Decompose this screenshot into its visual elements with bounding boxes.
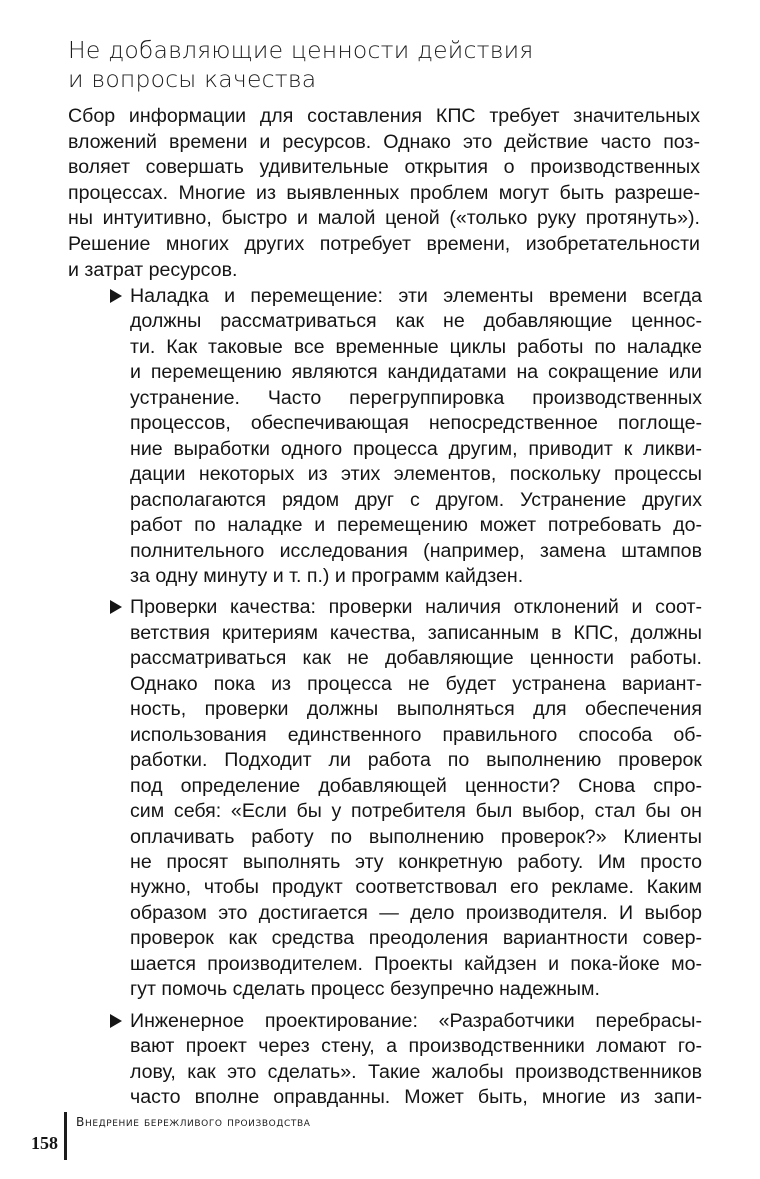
intro-line: и затрат ресурсов. — [68, 258, 238, 281]
bullet-line: под определение добавляющей ценности? Снова спро- — [130, 774, 702, 797]
bullet-line: полнительного исследования (например, замена штампов — [130, 539, 702, 562]
bullet-line: шается производителем. Проекты кайдзен и пока-йоке мо- — [130, 952, 702, 975]
section-heading — [68, 36, 708, 94]
bullet-line: лову, как это сделать». Такие жалобы производственников — [130, 1060, 702, 1083]
bullet-line: нужно, чтобы продукт соответствовал его рекламе. Каким — [130, 876, 702, 899]
intro-paragraph — [68, 104, 700, 283]
bullet-line: работки. Подходит ли работа по выполнению проверок — [130, 749, 702, 772]
bullet-line: использования единственного правильного способа об- — [130, 723, 702, 746]
footer-divider — [64, 1112, 67, 1160]
intro-line: процессах. Многие из выявленных проблем могут быть разреше- — [68, 181, 700, 204]
bullet-line: ти. Как таковые все временные циклы работы по наладке — [130, 335, 702, 358]
bullet-triangle-icon — [110, 1014, 122, 1028]
bullet-line: сим себя: «Если бы у потребителя был выбор, стал бы он — [130, 800, 702, 823]
bullet-item-quality-checks — [110, 595, 702, 1002]
bullet-line: Наладка и перемещение: эти элементы времени всегда — [130, 285, 702, 307]
bullet-line: вают проект через стену, а производственники ломают го- — [130, 1035, 702, 1058]
intro-line: Сбор информации для составления КПС требует значительных — [68, 105, 700, 127]
bullet-line: процессов, обеспечивающая непосредственное поглоще- — [130, 412, 702, 435]
bullet-line: гут помочь сделать процесс безупречно надежным. — [130, 978, 600, 1001]
bullet-line: проверок как средства преодоления вариантности совер- — [130, 927, 702, 950]
bullet-item-engineering-design — [110, 1009, 702, 1111]
bullet-line: рассматриваться как не добавляющие ценности работы. — [130, 647, 702, 670]
bullet-triangle-icon — [110, 600, 122, 614]
page-number: 158 — [31, 1133, 58, 1153]
bullet-line: ность, проверки должны выполняться для обеспечения — [130, 698, 702, 721]
bullet-line: Проверки качества: проверки наличия отклонений и соот- — [130, 596, 702, 619]
bullet-list — [110, 284, 702, 1117]
intro-line: воляет совершать удивительные открытия о производственных — [68, 156, 700, 179]
bullet-line: устранение. Часто перегруппировка производственных — [130, 386, 702, 409]
bullet-line: работ по наладке и перемещению может потребовать до- — [130, 514, 702, 537]
bullet-line: должны рассматриваться как не добавляющие ценнос- — [130, 310, 702, 333]
bullet-line: образом это достигается — дело производителя. И выбор — [130, 901, 702, 924]
bullet-line: ние выработки одного процесса другим, приводит к ликви- — [130, 437, 702, 460]
bullet-line: за одну минуту и т. п.) и программ кайдзен. — [130, 564, 524, 587]
intro-line: Решение многих других потребует времени, изобретательности — [68, 232, 700, 255]
bullet-line: часто вполне оправданны. Может быть, многие из запи- — [130, 1086, 702, 1109]
bullet-line: дации некоторых из этих элементов, поскольку процессы — [130, 463, 702, 486]
bullet-line: не просят выполнять эту конкретную работу. Им просто — [130, 850, 702, 873]
heading-line-2: и вопросы качества — [68, 65, 317, 93]
running-head: Внедрение бережливого производства — [76, 1115, 311, 1129]
bullet-line: ветствия критериям качества, записанным в КПС, должны — [130, 621, 702, 644]
bullet-line: оплачивать работу по выполнению проверок?» Клиенты — [130, 825, 702, 848]
intro-line: ны интуитивно, быстро и малой ценой («только руку протянуть»). — [68, 207, 700, 230]
heading-line-1: Не добавляющие ценности действия — [68, 36, 534, 64]
bullet-line: и перемещению являются кандидатами на сокращение или — [130, 361, 702, 384]
bullet-line: располагаются рядом друг с другом. Устранение других — [130, 488, 702, 511]
intro-line: вложений времени и ресурсов. Однако это действие часто поз- — [68, 130, 700, 153]
bullet-line: Инженерное проектирование: «Разработчики перебрасы- — [130, 1009, 702, 1032]
bullet-item-setup-and-transport — [110, 284, 702, 589]
bullet-triangle-icon — [110, 289, 122, 303]
bullet-line: Однако пока из процесса не будет устранена вариант- — [130, 672, 702, 695]
